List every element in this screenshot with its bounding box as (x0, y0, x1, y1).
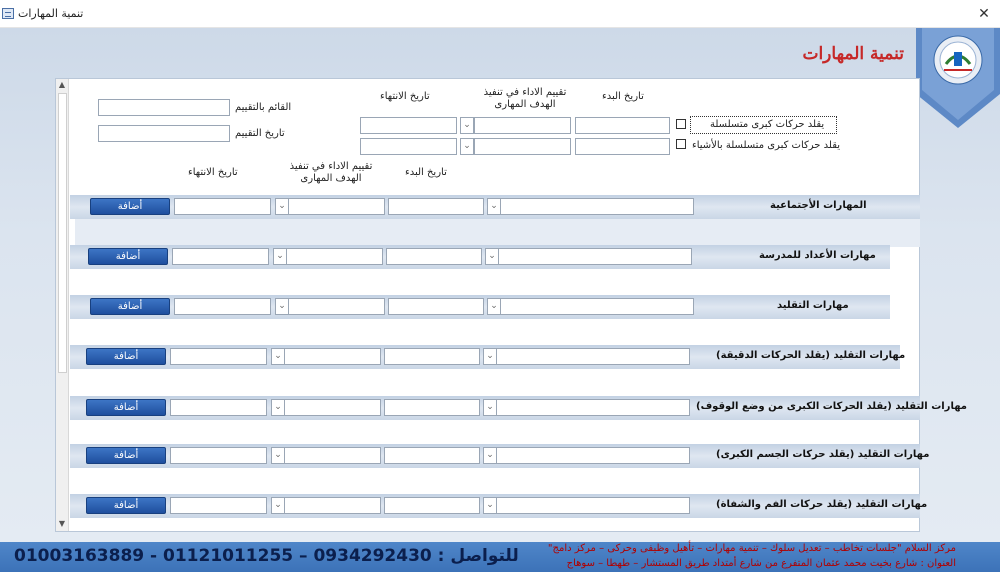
chevron-down-icon[interactable]: ⌄ (483, 497, 497, 514)
row-5-add-button[interactable]: أضافة (86, 399, 166, 416)
chevron-down-icon[interactable]: ⌄ (271, 348, 285, 365)
row-6-end-date[interactable] (170, 447, 267, 464)
row-6-performance[interactable] (384, 447, 480, 464)
contact-phones: 01003163889 - 01121011255 – 0934292430 : للتواصل (14, 546, 519, 566)
form-icon (2, 8, 14, 19)
scroll-thumb[interactable] (58, 93, 67, 373)
top-item-2-label: يقلد حركات كبرى متسلسلة بالأشياء (692, 140, 841, 151)
chevron-down-icon[interactable]: ⌄ (271, 447, 285, 464)
close-button[interactable]: ✕ (978, 6, 990, 22)
chevron-down-icon[interactable]: ⌄ (460, 138, 474, 155)
row-5-end-date[interactable] (170, 399, 267, 416)
row-7-end-date[interactable] (170, 497, 267, 514)
row-spacer (75, 219, 920, 247)
row-4-label: مهارات التقليد (يقلد الحركات الدقيقة) (716, 350, 906, 361)
top-item-2-end-date[interactable] (360, 138, 457, 155)
row-1-end-date[interactable] (174, 198, 271, 215)
row-2-label: مهارات الأعداد للمدرسة (759, 250, 876, 261)
performance-header: تقييم الاداء في تنفيذ الهدف المهارى (289, 161, 373, 184)
top-item-1-performance[interactable] (474, 117, 571, 134)
chevron-down-icon[interactable]: ⌄ (483, 348, 497, 365)
center-address: العنوان : شارع بخيت محمد عثمان المتفرع من شارع أمتداد طريق المستشار – طهطا – سوهاج (566, 558, 956, 569)
assessment-date-field[interactable] (98, 125, 230, 142)
center-services: مركز السلام "جلسات تخاطب – تعديل سلوك – تنمية مهارات – تأهيل وظيفى وحركى – مركز دامج" (547, 543, 956, 554)
chevron-down-icon[interactable]: ⌄ (275, 298, 289, 315)
assessor-label: القائم بالتقييم (235, 102, 292, 113)
row-3-label: مهارات التقليد (777, 300, 849, 311)
top-item-1-checkbox[interactable] (676, 119, 686, 129)
contact-footer (0, 542, 1000, 572)
form-canvas (0, 28, 1000, 542)
chevron-down-icon[interactable]: ⌄ (487, 298, 501, 315)
assessor-field[interactable] (98, 99, 230, 116)
row-3-start-date[interactable] (500, 298, 694, 315)
row-1-start-date[interactable] (500, 198, 694, 215)
row-1-performance-value[interactable] (288, 198, 385, 215)
row-6-add-button[interactable]: أضافة (86, 447, 166, 464)
top-item-1-start-date[interactable] (575, 117, 670, 134)
chevron-down-icon[interactable]: ⌄ (273, 248, 287, 265)
row-5-label: مهارات التقليد (يقلد الحركات الكبرى من وضع الوقوف) (696, 401, 967, 412)
row-6-start-date[interactable] (496, 447, 690, 464)
chevron-down-icon[interactable]: ⌄ (275, 198, 289, 215)
top-item-1-end-date[interactable] (360, 117, 457, 134)
chevron-down-icon[interactable]: ⌄ (487, 198, 501, 215)
row-2-end-date[interactable] (172, 248, 269, 265)
end-date-header: تاريخ الانتهاء (188, 167, 238, 178)
chevron-down-icon[interactable]: ⌄ (271, 497, 285, 514)
top-item-1-label: يقلد حركات كبرى متسلسلة (710, 119, 825, 130)
row-4-start-date[interactable] (496, 348, 690, 365)
row-5-start-date[interactable] (496, 399, 690, 416)
chevron-down-icon[interactable]: ⌄ (485, 248, 499, 265)
center-logo-icon (916, 28, 1000, 128)
row-7-performance-value[interactable] (284, 497, 381, 514)
row-7-start-date[interactable] (496, 497, 690, 514)
row-6-performance-value[interactable] (284, 447, 381, 464)
row-3-add-button[interactable]: أضافة (90, 298, 170, 315)
top-item-2-performance[interactable] (474, 138, 571, 155)
top-start-date-header: تاريخ البدء (602, 91, 644, 102)
window-title: تنمية المهارات (18, 7, 84, 20)
row-4-end-date[interactable] (170, 348, 267, 365)
row-3-performance[interactable] (388, 298, 484, 315)
row-6-label: مهارات التقليد (يقلد حركات الجسم الكبرى) (716, 449, 930, 460)
row-1-performance[interactable] (388, 198, 484, 215)
row-1-add-button[interactable]: أضافة (90, 198, 170, 215)
window-titlebar (0, 0, 1000, 28)
chevron-down-icon[interactable]: ⌄ (483, 399, 497, 416)
row-4-add-button[interactable]: أضافة (86, 348, 166, 365)
scroll-down-icon[interactable]: ▼ (58, 519, 66, 528)
row-2-add-button[interactable]: أضافة (88, 248, 168, 265)
row-5-performance-value[interactable] (284, 399, 381, 416)
row-3-performance-value[interactable] (288, 298, 385, 315)
top-item-2-checkbox[interactable] (676, 139, 686, 149)
row-7-performance[interactable] (384, 497, 480, 514)
row-5-performance[interactable] (384, 399, 480, 416)
row-3-end-date[interactable] (174, 298, 271, 315)
row-4-performance-value[interactable] (284, 348, 381, 365)
subform-content (70, 79, 967, 531)
row-4-performance[interactable] (384, 348, 480, 365)
chevron-down-icon[interactable]: ⌄ (460, 117, 474, 134)
form-title: تنمية المهارات (802, 44, 904, 64)
row-7-label: مهارات التقليد (يقلد حركات الفم والشفاة) (716, 499, 928, 510)
skills-subform (55, 78, 967, 532)
chevron-down-icon[interactable]: ⌄ (483, 447, 497, 464)
vertical-scrollbar[interactable] (56, 79, 69, 531)
start-date-header: تاريخ البدء (405, 167, 447, 178)
row-2-start-date[interactable] (498, 248, 692, 265)
row-2-performance-value[interactable] (286, 248, 383, 265)
row-7-add-button[interactable]: أضافة (86, 497, 166, 514)
scroll-up-icon[interactable]: ▲ (58, 80, 66, 89)
row-2-performance[interactable] (386, 248, 482, 265)
assessment-date-label: تاريخ التقييم (235, 128, 285, 139)
chevron-down-icon[interactable]: ⌄ (271, 399, 285, 416)
top-performance-header: تقييم الاداء في تنفيذ الهدف المهارى (483, 87, 567, 110)
emblem-panel (916, 28, 1000, 128)
row-1-label: المهارات الأجتماعية (770, 200, 867, 211)
top-item-2-start-date[interactable] (575, 138, 670, 155)
top-end-date-header: تاريخ الانتهاء (380, 91, 430, 102)
